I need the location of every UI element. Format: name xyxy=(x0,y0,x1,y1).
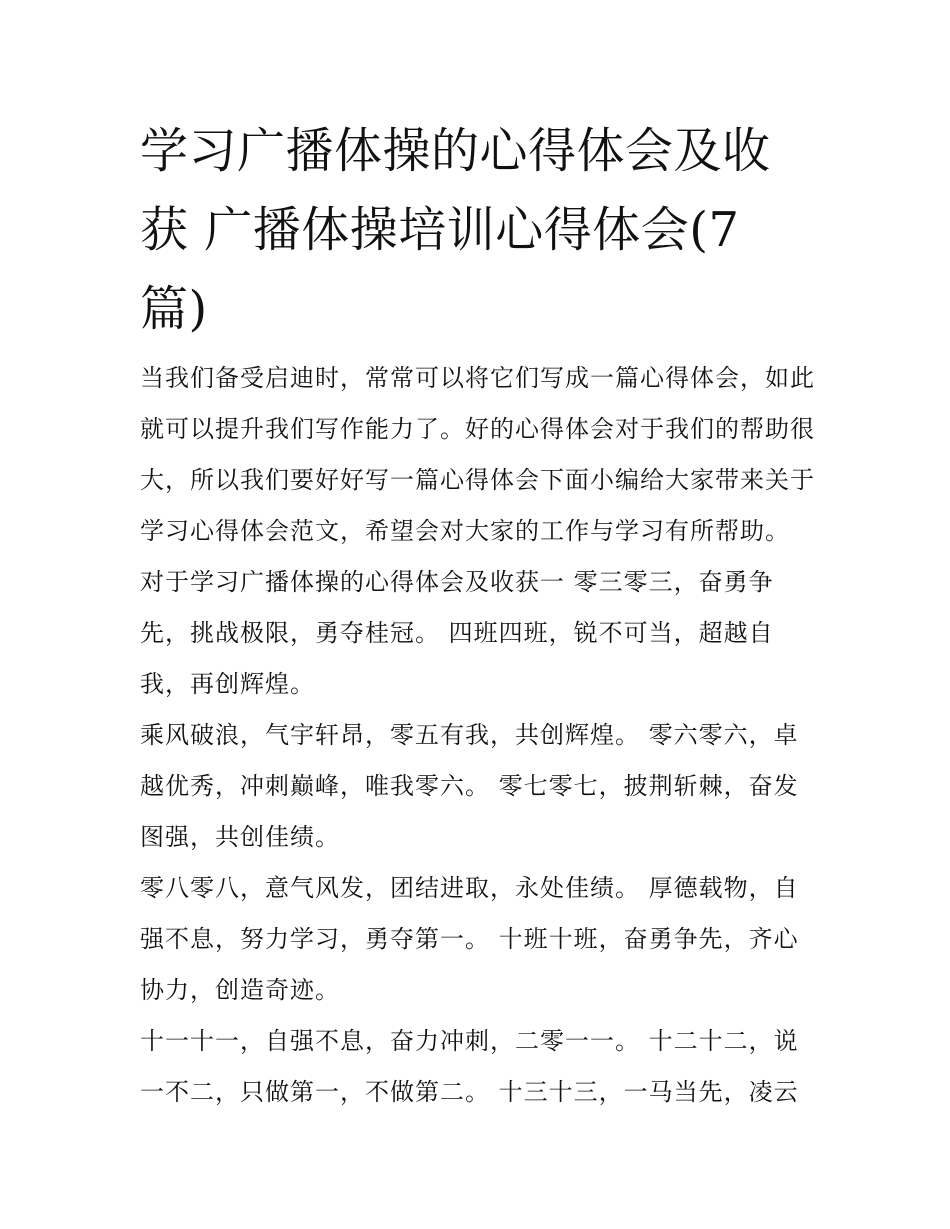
text-line: 当我们备受启迪时，常常可以将它们写成一篇心得体会，如此 xyxy=(140,364,815,392)
text-line: 乘风破浪，气宇轩昂，零五有我，共创辉煌。 零六零六，卓 xyxy=(140,721,799,749)
text-line: 我，再创辉煌。 xyxy=(140,670,315,698)
text-line: 十一十一，自强不息，奋力冲刺，二零一一。 十二十二，说 xyxy=(140,1027,799,1055)
title-line: 篇) xyxy=(140,281,208,337)
text-line: 学习心得体会范文，希望会对大家的工作与学习有所帮助。 xyxy=(140,517,790,545)
text-line: 图强，共创佳绩。 xyxy=(140,823,340,851)
title-line: 获 广播体操培训心得体会(7 xyxy=(140,202,740,258)
text-line: 大，所以我们要好好写一篇心得体会下面小编给大家带来关于 xyxy=(140,466,815,494)
text-line: 对于学习广播体操的心得体会及收获一 零三零三，奋勇争 xyxy=(140,568,774,596)
body-paragraph xyxy=(140,1016,820,1118)
body-paragraph xyxy=(140,710,820,863)
intro-paragraph xyxy=(140,353,820,557)
text-line: 协力，创造奇迹。 xyxy=(140,976,340,1004)
document-title xyxy=(140,112,820,349)
text-line: 越优秀，冲刺巅峰，唯我零六。 零七零七，披荆斩棘，奋发 xyxy=(140,772,799,800)
text-line: 强不息，努力学习，勇夺第一。 十班十班，奋勇争先，齐心 xyxy=(140,925,799,953)
text-line: 一不二，只做第一，不做第二。 十三十三，一马当先，凌云 xyxy=(140,1078,799,1106)
text-line: 就可以提升我们写作能力了。好的心得体会对于我们的帮助很 xyxy=(140,415,815,443)
text-line: 零八零八，意气风发，团结进取，永处佳绩。 厚德载物，自 xyxy=(140,874,799,902)
document-body xyxy=(140,353,820,1118)
body-paragraph xyxy=(140,863,820,1016)
text-line: 先，挑战极限，勇夺桂冠。 四班四班，锐不可当，超越自 xyxy=(140,619,774,647)
body-paragraph xyxy=(140,557,820,710)
title-line: 学习广播体操的心得体会及收 xyxy=(140,123,771,179)
